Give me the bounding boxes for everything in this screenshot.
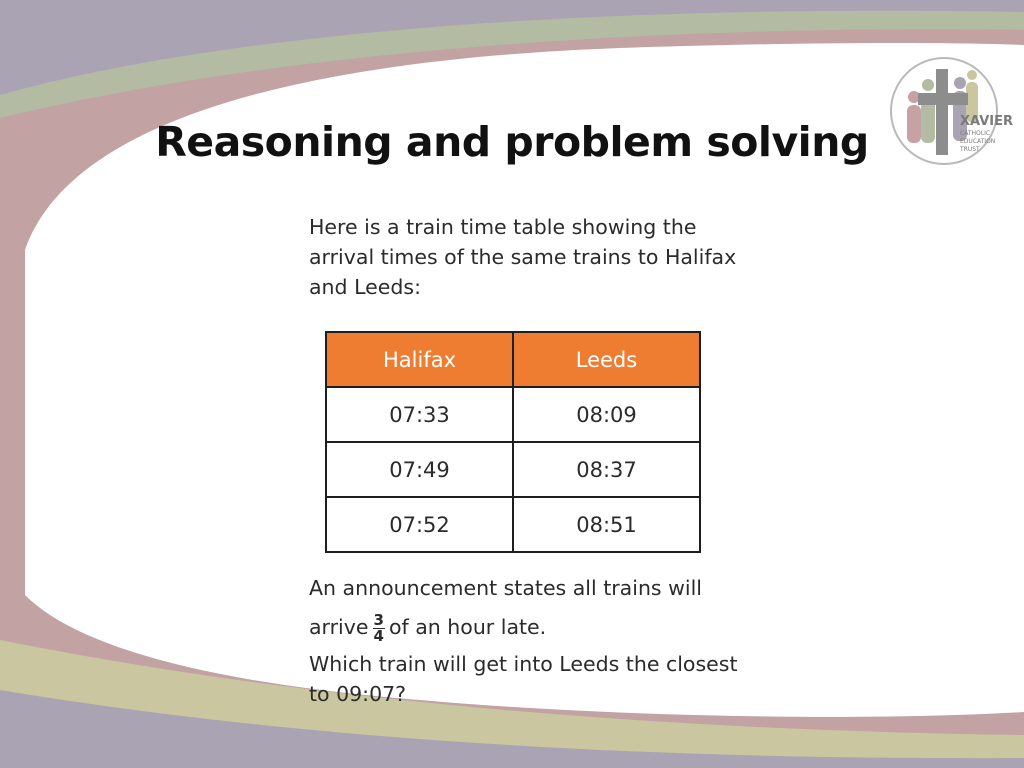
table-cell: 08:09	[513, 387, 700, 442]
table-row	[326, 442, 700, 497]
table-cell: 08:37	[513, 442, 700, 497]
fraction-three-quarters	[373, 610, 385, 645]
question-arrive: arrive	[309, 615, 369, 639]
question-line-4: to 09:07?	[309, 682, 407, 706]
fraction-denominator: 4	[373, 626, 384, 645]
table-cell: 07:52	[326, 497, 513, 552]
question-line-2	[309, 605, 749, 649]
question-text	[309, 573, 749, 709]
intro-line: arrival times of the same trains to Halifax	[309, 245, 737, 269]
table-row	[326, 387, 700, 442]
column-header-halifax: Halifax	[326, 332, 513, 387]
intro-line: Here is a train time table showing the	[309, 215, 697, 239]
logo-sub-2: EDUCATION	[960, 138, 996, 145]
slide-title	[0, 118, 1024, 166]
logo-sub-3: TRUST	[960, 146, 980, 153]
logo-name: XAVIER	[960, 114, 1013, 129]
question-late: of an hour late.	[388, 615, 547, 639]
fraction-numerator: 3	[373, 610, 384, 629]
intro-line: and Leeds:	[309, 275, 421, 299]
question-line-3: Which train will get into Leeds the closest	[309, 652, 738, 676]
column-header-leeds: Leeds	[513, 332, 700, 387]
intro-text	[309, 212, 739, 302]
table-row	[326, 497, 700, 552]
slide-title-text: Reasoning and problem solving	[155, 118, 869, 166]
question-line-1: An announcement states all trains will	[309, 576, 702, 600]
table-cell: 08:51	[513, 497, 700, 552]
logo-sub-1: CATHOLIC	[960, 130, 991, 137]
table-cell: 07:49	[326, 442, 513, 497]
table-header-row	[326, 332, 700, 387]
train-timetable	[325, 331, 701, 553]
table-cell: 07:33	[326, 387, 513, 442]
